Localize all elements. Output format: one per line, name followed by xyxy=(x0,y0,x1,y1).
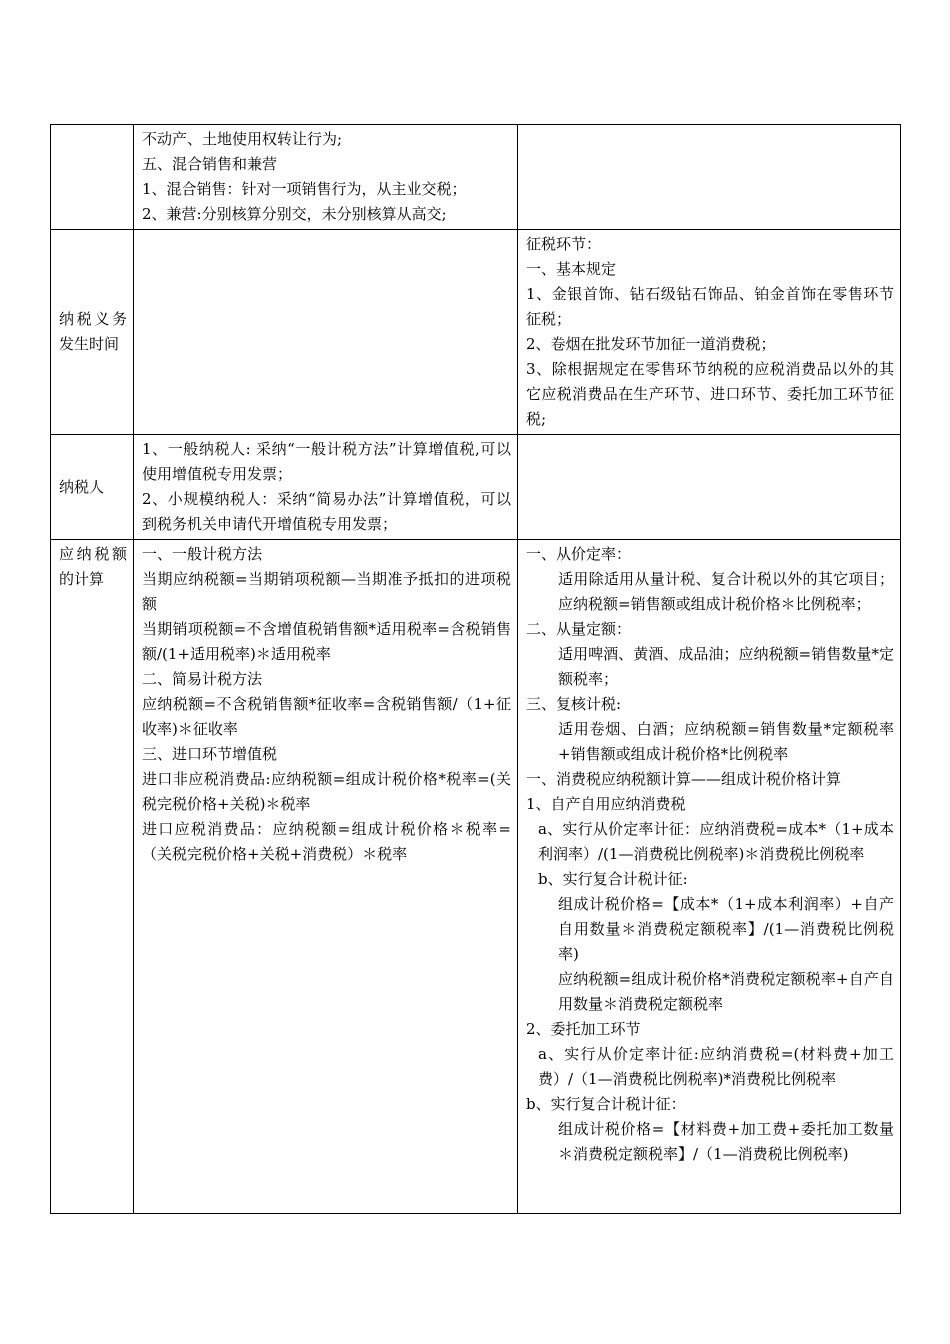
section-heading: 三、复核计税: xyxy=(526,695,622,713)
text-line: 1、混合销售：针对一项销售行为，从主业交税； xyxy=(142,180,467,198)
section-heading: 三、进口环节增值税 xyxy=(142,745,278,763)
text-line: a、实行从价定率计征:应纳消费税=(材料费+加工费）/（1—消费税比例税率)*消费税比例税率 xyxy=(538,1045,894,1088)
text-line: a、实行从价定率计征：应纳消费税=成本*（1+成本利润率）/(1—消费税比例税率)＊消费税比例税率 xyxy=(538,820,894,863)
table-row xyxy=(51,435,901,540)
row-header-cell: 应纳税额的计算 xyxy=(51,540,134,1214)
text-line: 当期应纳税额=当期销项税额—当期准予抵扣的进项税额 xyxy=(142,570,511,613)
text-line: 1、金银首饰、钻石级钻石饰品、铂金首饰在零售环节征税； xyxy=(526,285,894,328)
text-line: 2、卷烟在批发环节加征一道消费税； xyxy=(526,335,776,353)
consumption-tax-cell xyxy=(518,230,901,435)
consumption-tax-cell xyxy=(518,540,901,1214)
table-row xyxy=(51,230,901,435)
text-line: 1、一般纳税人: 采纳“一般计税方法”计算增值税,可以使用增值税专用发票； xyxy=(142,440,511,483)
text-line: 适用卷烟、白酒；应纳税额=销售数量*定额税率+销售额或组成计税价格*比例税率 xyxy=(558,720,894,763)
text-line: 应纳税额=不含税销售额*征收率=含税销售额/（1+征收率)＊征收率 xyxy=(142,695,511,738)
text-line: 适用除适用从量计税、复合计税以外的其它项目；应纳税额=销售额或组成计税价格＊比例税率； xyxy=(558,570,894,613)
section-heading: 二、从量定额： xyxy=(526,620,632,638)
table-row xyxy=(51,540,901,1214)
table-row xyxy=(51,125,901,230)
text-line: 不动产、土地使用权转让行为; xyxy=(142,130,343,148)
vat-cell xyxy=(134,435,518,540)
section-heading: 二、简易计税方法 xyxy=(142,670,263,688)
text-line: 进口应税消费品：应纳税额=组成计税价格＊税率=（关税完税价格+关税+消费税）＊税率 xyxy=(142,820,511,863)
text-line: 应纳税额=组成计税价格*消费税定额税率+自产自用数量＊消费税定额税率 xyxy=(558,970,894,1013)
vat-cell xyxy=(134,540,518,1214)
text-line: 适用啤酒、黄酒、成品油；应纳税额=销售数量*定额税率； xyxy=(558,645,894,688)
text-line: 征税环节： xyxy=(526,235,602,253)
row-header-cell: 纳税义务发生时间 xyxy=(51,230,134,435)
section-heading: 一、基本规定 xyxy=(526,260,617,278)
text-line: 1、自产自用应纳消费税 xyxy=(526,795,686,813)
text-line: 当期销项税额=不含增值税销售额*适用税率=含税销售额/(1+适用税率)＊适用税率 xyxy=(142,620,511,663)
text-line: 2、委托加工环节 xyxy=(526,1020,641,1038)
tax-comparison-table xyxy=(50,124,901,1214)
text-line: b、实行复合计税计征： xyxy=(526,1095,686,1113)
text-line: 2、兼营:分别核算分别交，未分别核算从高交; xyxy=(142,205,447,223)
text-line: 3、除根据规定在零售环节纳税的应税消费品以外的其它应税消费品在生产环节、进口环节、委托加工环节征税; xyxy=(526,360,894,428)
text-line: 组成计税价格=【材料费+加工费+委托加工数量＊消费税定额税率】/（1—消费税比例税率) xyxy=(558,1120,894,1163)
row-header-cell: 纳税人 xyxy=(51,435,134,540)
vat-cell xyxy=(134,125,518,230)
section-heading: 一、从价定率： xyxy=(526,545,632,563)
consumption-tax-cell xyxy=(518,435,901,540)
section-heading: 五、混合销售和兼营 xyxy=(142,155,278,173)
text-line: b、实行复合计税计征: xyxy=(538,870,688,888)
row-header-cell xyxy=(51,125,134,230)
text-line: 进口非应税消费品:应纳税额=组成计税价格*税率=(关税完税价格+关税)＊税率 xyxy=(142,770,511,813)
section-heading: 一、消费税应纳税额计算——组成计税价格计算 xyxy=(526,770,842,788)
consumption-tax-cell xyxy=(518,125,901,230)
text-line: 2、小规模纳税人：采纳“简易办法”计算增值税，可以到税务机关申请代开增值税专用发票； xyxy=(142,490,511,533)
section-heading: 一、一般计税方法 xyxy=(142,545,263,563)
text-line: 组成计税价格=【成本*（1+成本利润率）+自产自用数量＊消费税定额税率】/(1—消费税比例税率) xyxy=(558,895,894,963)
vat-cell xyxy=(134,230,518,435)
